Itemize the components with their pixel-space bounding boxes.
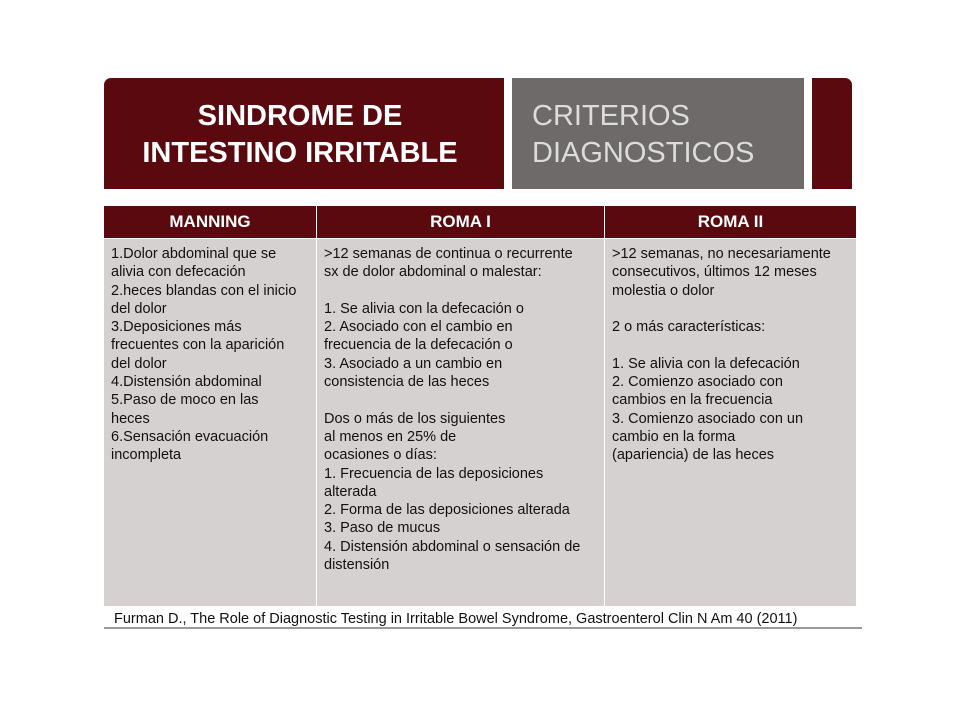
reference-citation: Furman D., The Role of Diagnostic Testing in Irritable Bowel Syndrome, Gastroenterol Clin N Am 40 (2011) xyxy=(104,610,862,629)
subtitle-line-2: DIAGNOSTICOS xyxy=(532,137,755,169)
slide-title xyxy=(104,98,496,172)
cell-roma-i: >12 semanas de continua o recurrente sx de dolor abdominal o malestar: 1. Se alivia con la defecación o 2. Asociado con el cambio en frecuencia de la defecación o 3. Asociado a un cambio en consistencia de las heces Dos o más de los siguientes al menos en 25% de ocasiones o días: 1. Frecuencia de las deposiciones alterada 2. Forma de las deposiciones alterada 3. Paso de mucus 4. Distensión abdominal o sensación de distensión xyxy=(317,239,605,607)
subtitle-banner xyxy=(512,78,804,189)
cell-manning: 1.Dolor abdominal que se alivia con defecación 2.heces blandas con el inicio del dolor 3.Deposiciones más frecuentes con la aparición del dolor 4.Distensión abdominal 5.Paso de moco en las heces 6.Sensación evacuación incompleta xyxy=(104,239,317,607)
header-roma-ii: ROMA II xyxy=(605,206,857,239)
slide-subtitle xyxy=(532,98,754,172)
table-row xyxy=(104,239,857,607)
subtitle-line-1: CRITERIOS xyxy=(532,100,690,132)
title-banner xyxy=(104,78,504,189)
header-roma-i: ROMA I xyxy=(317,206,605,239)
title-line-1: SINDROME DE xyxy=(197,100,403,132)
criteria-table xyxy=(103,205,857,607)
cell-roma-ii: >12 semanas, no necesariamente consecutivos, últimos 12 meses molestia o dolor 2 o más características: 1. Se alivia con la defecación 2. Comienzo asociado con cambios en la frecuencia 3. Comienzo asociado con un cambio en la forma (apariencia) de las heces xyxy=(605,239,857,607)
banner-accent xyxy=(812,78,852,189)
title-line-2: INTESTINO IRRITABLE xyxy=(142,137,458,169)
table-header-row xyxy=(104,206,857,239)
header-manning: MANNING xyxy=(104,206,317,239)
